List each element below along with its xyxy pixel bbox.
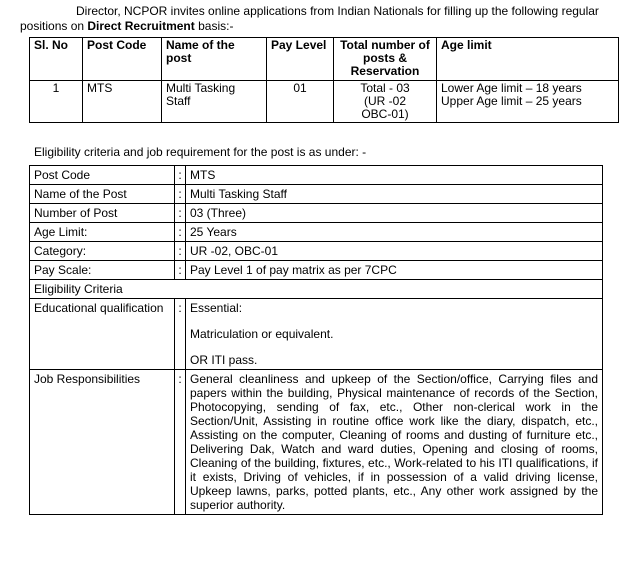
value-name-of-post: Multi Tasking Staff — [186, 185, 603, 204]
posts-table — [29, 37, 619, 123]
table-row — [30, 299, 603, 370]
table-row — [30, 280, 603, 299]
label-educational-qualification: Educational qualification — [30, 299, 175, 370]
value-pay-scale: Pay Level 1 of pay matrix as per 7CPC — [186, 261, 603, 280]
intro-bold: Direct Recruitment — [87, 19, 195, 33]
value-age-limit: 25 Years — [186, 223, 603, 242]
colon: : — [175, 166, 186, 185]
cell-code: MTS — [83, 81, 162, 123]
intro-prefix: positions on — [20, 19, 88, 33]
header-pay-level: Pay Level — [267, 38, 334, 81]
header-name-of-post: Name of the post — [162, 38, 267, 81]
table-row — [30, 370, 603, 515]
value-educational-qualification — [186, 299, 603, 370]
age-upper: Upper Age limit – 25 years — [441, 94, 582, 108]
header-post-code: Post Code — [83, 38, 162, 81]
details-table — [29, 165, 603, 515]
colon: : — [175, 299, 186, 370]
posts-table-header — [30, 38, 619, 81]
value-number-of-post: 03 (Three) — [186, 204, 603, 223]
header-total-posts: Total number of posts & Reservation — [334, 38, 437, 81]
intro-line-1: Director, NCPOR invites online applications from Indian Nationals for filling up the following regular — [76, 4, 599, 18]
label-category: Category: — [30, 242, 175, 261]
table-row — [30, 81, 619, 123]
colon: : — [175, 242, 186, 261]
value-post-code: MTS — [186, 166, 603, 185]
header-age-limit: Age limit — [437, 38, 619, 81]
label-post-code: Post Code — [30, 166, 175, 185]
total-line-3: OBC-01) — [361, 107, 409, 121]
intro-paragraph — [20, 4, 620, 34]
label-eligibility-criteria: Eligibility Criteria — [30, 280, 603, 299]
edu-essential: Essential: — [190, 301, 243, 315]
colon: : — [175, 185, 186, 204]
table-row — [30, 166, 603, 185]
colon: : — [175, 204, 186, 223]
label-number-of-post: Number of Post — [30, 204, 175, 223]
intro-line-2 — [20, 19, 620, 34]
colon: : — [175, 223, 186, 242]
value-category: UR -02, OBC-01 — [186, 242, 603, 261]
table-row — [30, 261, 603, 280]
eligibility-heading: Eligibility criteria and job requirement for the post is as under: - — [34, 145, 367, 159]
cell-total — [334, 81, 437, 123]
total-line-2: (UR -02 — [363, 94, 406, 108]
label-pay-scale: Pay Scale: — [30, 261, 175, 280]
value-job-responsibilities: General cleanliness and upkeep of the Section/office, Carrying files and papers within the building, Physical maintenance of records of the Section, Photocopying, sending of fax, etc., Other non-clerical work in the Section/Unit, Assisting in routine office work like the diary, dispatch, etc., Assisting on the computer, Cleaning of rooms and dusting of furniture etc., Delivering Dak, Watch and ward duties, Opening and closing of rooms, Cleaning of the building, fixtures, etc., Work-related to his ITI qualifications, if it exists, Driving of vehicles, if in possession of a valid driving license, Upkeep lawns, parks, potted plants, etc., Any other work assigned by the superior authority. — [186, 370, 603, 515]
cell-sl: 1 — [30, 81, 83, 123]
cell-name: Multi Tasking Staff — [162, 81, 267, 123]
table-row — [30, 204, 603, 223]
label-job-responsibilities: Job Responsibilities — [30, 370, 175, 515]
label-name-of-post: Name of the Post — [30, 185, 175, 204]
label-age-limit: Age Limit: — [30, 223, 175, 242]
header-sl-no: Sl. No — [30, 38, 83, 81]
cell-pay-level: 01 — [267, 81, 334, 123]
colon: : — [175, 261, 186, 280]
intro-suffix: basis:- — [194, 19, 234, 33]
table-row — [30, 223, 603, 242]
table-row — [30, 185, 603, 204]
edu-line-1: Matriculation or equivalent. — [190, 327, 334, 341]
total-line-1: Total - 03 — [360, 81, 410, 95]
table-row — [30, 242, 603, 261]
edu-line-2: OR ITI pass. — [190, 353, 258, 367]
cell-age-limit — [437, 81, 619, 123]
age-lower: Lower Age limit – 18 years — [441, 81, 582, 95]
colon: : — [175, 370, 186, 515]
